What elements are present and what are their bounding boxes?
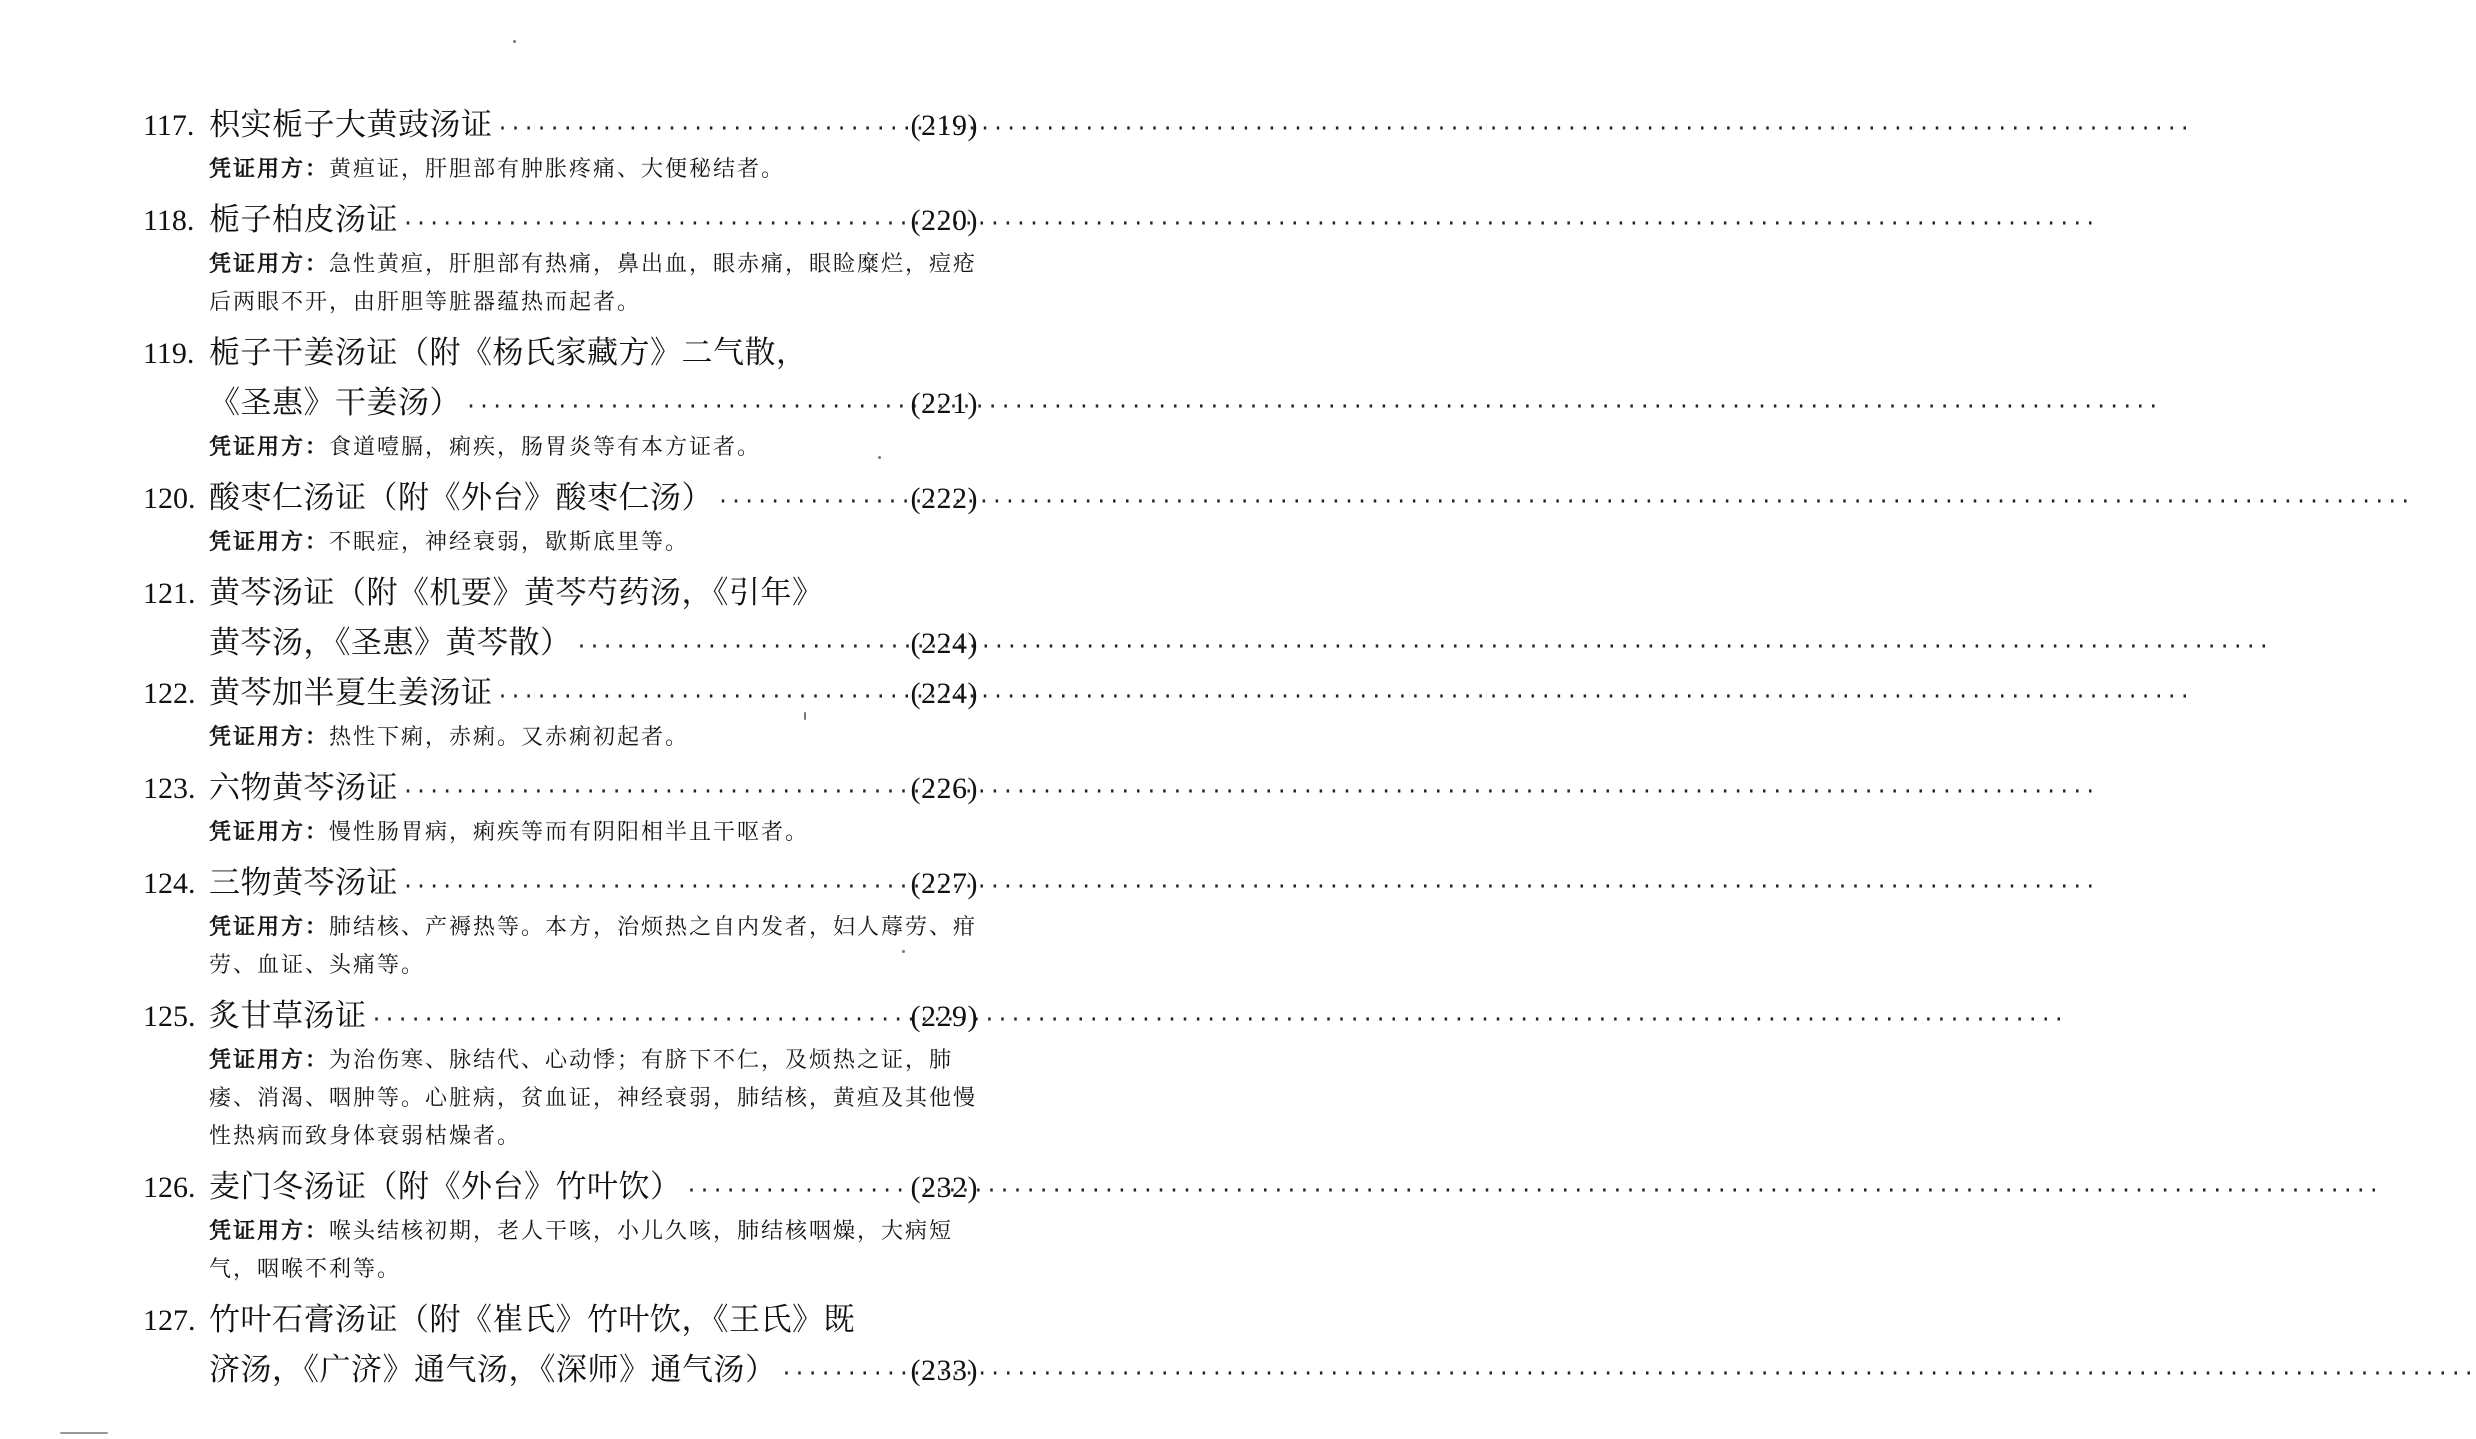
toc-entry-118 — [143, 195, 978, 322]
page-reference: (222) — [910, 482, 978, 515]
page-reference: (224) — [910, 627, 978, 660]
entry-title: 酸枣仁汤证（附《外台》酸枣仁汤） — [209, 480, 713, 516]
entry-number: 122. — [143, 677, 196, 710]
entry-title: 六物黄芩汤证 — [209, 770, 398, 806]
description-text: 为治伤寒、脉结代、心动悸；有脐下不仁，及烦热之证，肺痿、消渴、咽肿等。心脏病，贫血证，神经衰弱，肺结核，黄疸及其他慢性热病而致身体衰弱枯燥者。 — [209, 1048, 978, 1149]
description-text: 喉头结核初期，老人干咳，小儿久咳，肺结核咽燥，大病短气，咽喉不利等。 — [209, 1219, 954, 1282]
toc-title-line-continued[interactable] — [143, 378, 978, 428]
entry-number: 126. — [143, 1171, 196, 1204]
toc-entry-122 — [143, 668, 978, 757]
scan-speck — [513, 40, 516, 43]
entry-number: 123. — [143, 772, 196, 805]
description-label: 凭证用方： — [209, 819, 330, 845]
toc-title-line[interactable] — [143, 473, 978, 523]
entry-description — [143, 718, 978, 757]
entry-title: 三物黄芩汤证 — [209, 865, 398, 901]
page-reference: (221) — [910, 387, 978, 420]
entry-number: 124. — [143, 867, 196, 900]
toc-title-line[interactable] — [143, 568, 978, 618]
toc-title-line[interactable] — [143, 763, 978, 813]
scan-speck — [60, 1432, 108, 1434]
dot-leader — [371, 994, 905, 1044]
entry-description — [143, 1041, 978, 1156]
page-reference: (219) — [910, 109, 978, 142]
toc-title-line[interactable] — [143, 1162, 978, 1212]
toc-entry-120 — [143, 473, 978, 562]
entry-description — [143, 813, 978, 852]
scan-speck — [804, 712, 806, 720]
toc-title-line[interactable] — [143, 858, 978, 908]
toc-title-line[interactable] — [143, 100, 978, 150]
page-reference: (229) — [910, 1000, 978, 1033]
toc-entry-117 — [143, 100, 978, 189]
entry-description — [143, 428, 978, 467]
dot-leader — [402, 766, 905, 816]
entry-title: 竹叶石膏汤证（附《崔氏》竹叶饮，《王氏》既 — [209, 1302, 855, 1338]
entry-number: 117. — [143, 109, 195, 142]
entry-number: 118. — [143, 204, 195, 237]
entry-number: 127. — [143, 1304, 196, 1337]
entry-number: 121. — [143, 577, 196, 610]
dot-leader — [717, 476, 905, 526]
scan-speck — [878, 456, 881, 459]
description-text: 肺结核、产褥热等。本方，治烦热之自内发者，妇人蓐劳、疳劳、血证、头痛等。 — [209, 915, 978, 978]
page-reference: (227) — [910, 867, 978, 900]
description-label: 凭证用方： — [209, 434, 330, 460]
entry-title-continued: 《圣惠》干姜汤） — [209, 385, 461, 421]
toc-entry-124 — [143, 858, 978, 985]
toc-title-line[interactable] — [143, 195, 978, 245]
dot-leader — [781, 1348, 905, 1398]
entry-title: 炙甘草汤证 — [209, 998, 367, 1034]
toc-title-line[interactable] — [143, 668, 978, 718]
description-label: 凭证用方： — [209, 724, 330, 750]
toc-entry-126 — [143, 1162, 978, 1289]
description-label: 凭证用方： — [209, 251, 330, 277]
entry-title: 栀子柏皮汤证 — [209, 202, 398, 238]
description-text: 黄疸证，肝胆部有肿胀疼痛、大便秘结者。 — [329, 157, 786, 182]
dot-leader — [402, 861, 905, 911]
description-label: 凭证用方： — [209, 156, 330, 182]
toc-title-line-continued[interactable] — [143, 618, 978, 668]
entry-title: 黄芩汤证（附《机要》黄芩芍药汤，《引年》 — [209, 575, 824, 611]
book-page — [0, 0, 1080, 1439]
page-reference: (226) — [910, 772, 978, 805]
entry-title: 栀子干姜汤证（附《杨氏家藏方》二气散， — [209, 335, 808, 371]
description-label: 凭证用方： — [209, 914, 330, 940]
toc-entry-121 — [143, 568, 978, 668]
table-of-contents — [143, 100, 978, 1395]
dot-leader — [576, 621, 905, 671]
entry-title-continued: 黄芩汤，《圣惠》黄芩散） — [209, 625, 572, 661]
entry-description — [143, 1212, 978, 1289]
entry-description — [143, 150, 978, 189]
entry-number: 125. — [143, 1000, 196, 1033]
toc-title-line[interactable] — [143, 991, 978, 1041]
page-reference: (220) — [910, 204, 978, 237]
entry-number: 119. — [143, 337, 195, 370]
entry-description — [143, 523, 978, 562]
entry-title: 麦门冬汤证（附《外台》竹叶饮） — [209, 1169, 682, 1205]
toc-entry-119 — [143, 328, 978, 467]
description-text: 食道噎膈，痢疾，肠胃炎等有本方证者。 — [329, 435, 762, 460]
toc-title-line[interactable] — [143, 1295, 978, 1345]
toc-entry-125 — [143, 991, 978, 1156]
dot-leader — [465, 381, 905, 431]
dot-leader — [686, 1165, 905, 1215]
description-text: 急性黄疸，肝胆部有热痛，鼻出血，眼赤痛，眼睑糜烂，痘疮后两眼不开，由肝胆等脏器蕴热而起者。 — [209, 252, 978, 315]
toc-title-line[interactable] — [143, 328, 978, 378]
page-reference: (224) — [910, 677, 978, 710]
entry-title: 枳实栀子大黄豉汤证 — [209, 107, 493, 143]
page-reference: (232) — [910, 1171, 978, 1204]
dot-leader — [497, 671, 905, 721]
toc-entry-127 — [143, 1295, 978, 1395]
description-label: 凭证用方： — [209, 1047, 330, 1073]
description-label: 凭证用方： — [209, 1218, 330, 1244]
description-text: 热性下痢，赤痢。又赤痢初起者。 — [329, 725, 690, 750]
dot-leader — [402, 198, 905, 248]
description-label: 凭证用方： — [209, 529, 330, 555]
entry-title: 黄芩加半夏生姜汤证 — [209, 675, 493, 711]
description-text: 不眠症，神经衰弱，歇斯底里等。 — [329, 530, 690, 555]
entry-description — [143, 908, 978, 985]
entry-title-continued: 济汤，《广济》通气汤，《深师》通气汤） — [209, 1352, 777, 1388]
description-text: 慢性肠胃病，痢疾等而有阴阳相半且干呕者。 — [329, 820, 810, 845]
toc-title-line-continued[interactable] — [143, 1345, 978, 1395]
toc-entry-123 — [143, 763, 978, 852]
scan-speck — [902, 950, 905, 953]
page-reference: (233) — [910, 1354, 978, 1387]
entry-number: 120. — [143, 482, 196, 515]
entry-description — [143, 245, 978, 322]
dot-leader — [497, 103, 905, 153]
